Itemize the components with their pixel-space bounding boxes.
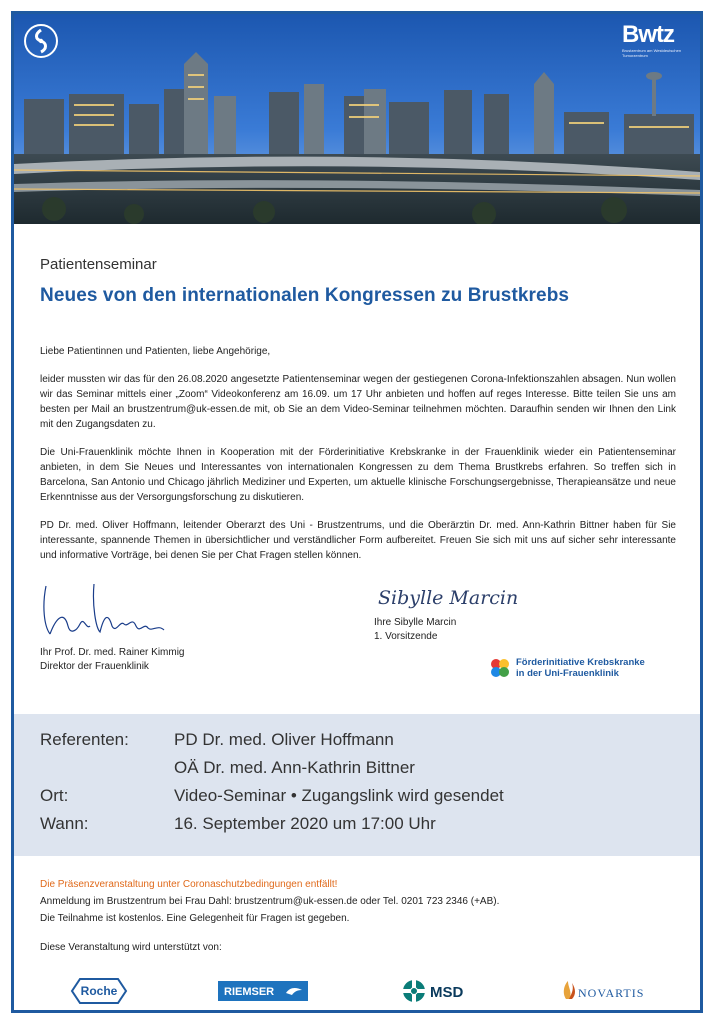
event-details-band [14,714,700,856]
seminar-title: Neues von den internationalen Kongressen zu Brustkrebs [40,285,570,306]
riemser-logo-icon [218,981,308,1001]
letter-paragraph-3: PD Dr. med. Oliver Hoffmann, leitender Oberarzt des Uni - Brustzentrums, und die Oberärztin Dr. med. Ann-Kathrin Bittner haben für Sie interessante, spannende Themen in übersichtlicher und verständlicher Form aufbereitet. Freuen Sie sich mit uns auf sicher sehr interessante und informative Vorträge, bei denen Sie per Chat Fragen stellen können. [40,520,676,561]
foerderinitiative-logo [488,656,645,680]
bwtz-logo-text: Bwtz [622,21,674,48]
speakers-label: Referenten: [40,730,129,749]
letter-paragraph-1: leider mussten wir das für den 26.08.2020 angesetzte Patientenseminar wegen der gestiegenen Corona-Infektionszahlen absagen. Nun wollen wir das Seminar mittels einer „Zoom“ Videokonferenz am 16.09. um 17 Uhr anbieten und hoffen auf reges Interesse. Bitte teilen Sie uns am besten per Mail an brustzentrum@uk-essen.de mit, ob Sie an dem Video-Seminar teilnehmen möchten. Daraufhin senden wir Ihnen den Link mit den Zugangsdaten zu. [40,374,676,430]
footer-info [40,876,676,956]
letter-salutation: Liebe Patientinnen und Patienten, liebe Angehörige, [40,346,271,357]
svg-text:RIEMSER: RIEMSER [224,986,275,998]
signature-left [40,576,240,674]
svg-text:NOVARTIS: NOVARTIS [578,986,645,1000]
novartis-logo [560,976,660,1006]
skyline-banner [14,14,700,224]
registration-info: Anmeldung im Brustzentrum bei Frau Dahl: brustzentrum@uk-essen.de oder Tel. 0201 723 2346 (+AB). [40,896,500,907]
supported-by-label: Diese Veranstaltung wird unterstützt von: [40,942,222,953]
flyer [11,11,703,1013]
msd-logo-icon [402,978,472,1004]
when-label: Wann: [40,814,89,833]
foerderinitiative-line-1: Förderinitiative Krebskranke [516,657,645,668]
foerderinitiative-logo-icon [488,656,512,680]
bwtz-logo [622,22,692,66]
place-value: Video-Seminar • Zugangslink wird gesendet [174,786,504,805]
city-skyline-image [14,14,700,224]
handwritten-signature-marcin [374,580,544,614]
seminar-kicker: Patientenseminar [40,256,157,273]
signature-left-name: Ihr Prof. Dr. med. Rainer Kimmig [40,647,185,658]
bwtz-logo-subtext: Brustzentrum am Westdeutschen Tumorzentrum [622,48,682,58]
speaker-1: PD Dr. med. Oliver Hoffmann [174,730,394,749]
msd-logo [402,976,472,1006]
free-participation-info: Die Teilnahme ist kostenlos. Eine Gelegenheit für Fragen ist gegeben. [40,913,350,924]
letter-body [40,344,676,576]
foerderinitiative-line-2: in der Uni-Frauenklinik [516,668,619,679]
foerderinitiative-logo-text [516,657,645,679]
signature-right-role: 1. Vorsitzende [374,631,438,642]
sponsor-logos [14,976,700,1006]
roche-logo [70,976,128,1006]
riemser-logo [218,976,308,1006]
novartis-logo-icon [560,979,660,1003]
signature-right [374,587,674,679]
svg-text:MSD: MSD [430,984,464,1001]
handwritten-signature-kimmig [40,576,170,646]
letter-paragraph-2: Die Uni-Frauenklinik möchte Ihnen in Kooperation mit der Förderinitiative Krebskranke in der Frauenklinik wieder ein Patientenseminar anbieten, in dem Sie Neues und Interessantes von internationalen Kongressen zu dem Thema Brustkrebs erfahren. So treffen sich in Barcelona, San Antonio und Chicago jährlich Mediziner und Experten, um aktuelle klinische Forschungsergebnisse, Therapieansätze und neue Erkenntnisse aus der Versorgungsforschung zu diskutieren. [40,447,676,503]
speaker-2: OÄ Dr. med. Ann-Kathrin Bittner [174,758,415,777]
roche-logo-icon [70,977,128,1005]
svg-text:Sibylle Marcin: Sibylle Marcin [378,587,519,609]
place-label: Ort: [40,786,69,805]
clinic-logo-icon [24,24,58,58]
signature-right-name: Ihre Sibylle Marcin [374,617,457,628]
signature-left-role: Direktor der Frauenklinik [40,661,149,672]
when-value: 16. September 2020 um 17:00 Uhr [174,814,436,833]
cancellation-warning: Die Präsenzveranstaltung unter Coronaschutzbedingungen entfällt! [40,879,338,890]
svg-text:Roche: Roche [80,984,118,998]
